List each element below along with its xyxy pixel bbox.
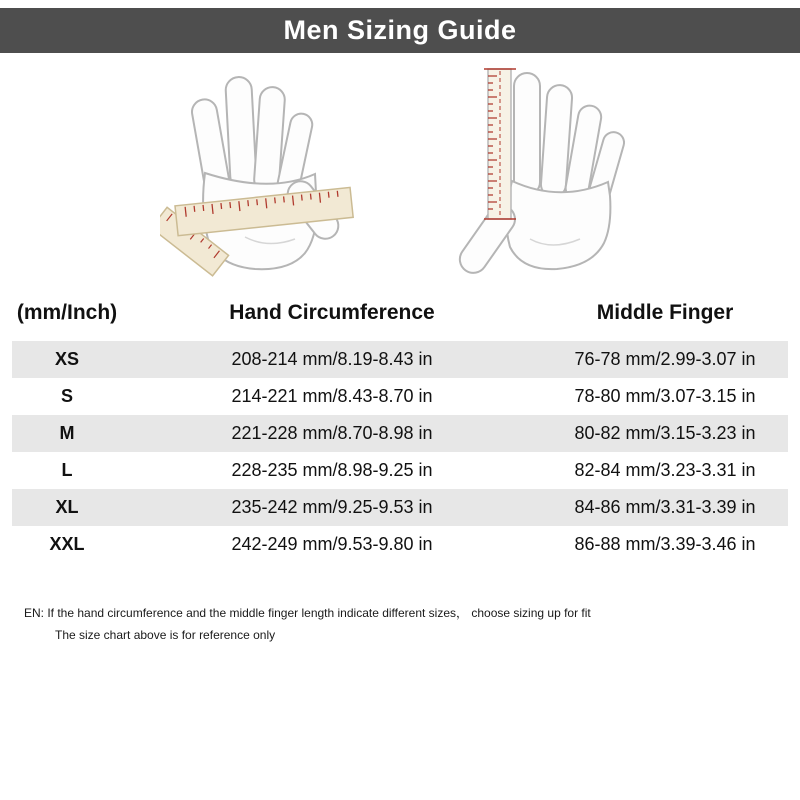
hand-with-finger-ruler-icon (430, 61, 640, 279)
middle-finger-value: 80-82 mm/3.15-3.23 in (574, 423, 756, 443)
middle-finger-value: 84-86 mm/3.31-3.39 in (574, 497, 756, 517)
table-row-xs (12, 341, 788, 378)
hand-circumference-value: 214-221 mm/8.43-8.70 in (231, 386, 433, 406)
illustrations-row (0, 53, 800, 281)
hand-circumference-value: 221-228 mm/8.70-8.98 in (231, 423, 433, 443)
page-title: Men Sizing Guide (283, 15, 517, 45)
table-row-xl (12, 489, 788, 526)
hand-circumference-value: 208-214 mm/8.19-8.43 in (231, 349, 433, 369)
table-header-row (12, 295, 788, 341)
middle-finger-value: 76-78 mm/2.99-3.07 in (574, 349, 756, 369)
table-row-s (12, 378, 788, 415)
column-header-size: (mm/Inch) (16, 301, 118, 324)
table-row-m (12, 415, 788, 452)
hand-with-measuring-tape-icon (160, 61, 370, 279)
size-label: XL (55, 497, 79, 517)
footnote-line2: The size chart above is for reference only (55, 627, 276, 642)
hand-circumference-value: 242-249 mm/9.53-9.80 in (231, 534, 433, 554)
middle-finger-value: 78-80 mm/3.07-3.15 in (574, 386, 756, 406)
hand-circumference-value: 228-235 mm/8.98-9.25 in (231, 460, 433, 480)
size-label: S (60, 386, 73, 406)
size-label: XS (54, 349, 79, 369)
middle-finger-value: 82-84 mm/3.23-3.31 in (574, 460, 756, 480)
table-row-xxl (12, 526, 788, 563)
header-bar (0, 8, 800, 53)
middle-finger-value: 86-88 mm/3.39-3.46 in (574, 534, 756, 554)
footnotes (24, 603, 800, 646)
column-header-hand-circumference: Hand Circumference (229, 301, 435, 324)
footnote-line1: EN: If the hand circumference and the middle finger length indicate different sizes， choose sizing up for fit (24, 606, 591, 620)
size-label: XXL (49, 534, 85, 554)
size-label: M (59, 423, 75, 443)
sizing-table (12, 295, 788, 563)
column-header-middle-finger: Middle Finger (596, 301, 734, 324)
table-row-l (12, 452, 788, 489)
hand-circumference-value: 235-242 mm/9.25-9.53 in (231, 497, 433, 517)
size-label: L (61, 460, 73, 480)
